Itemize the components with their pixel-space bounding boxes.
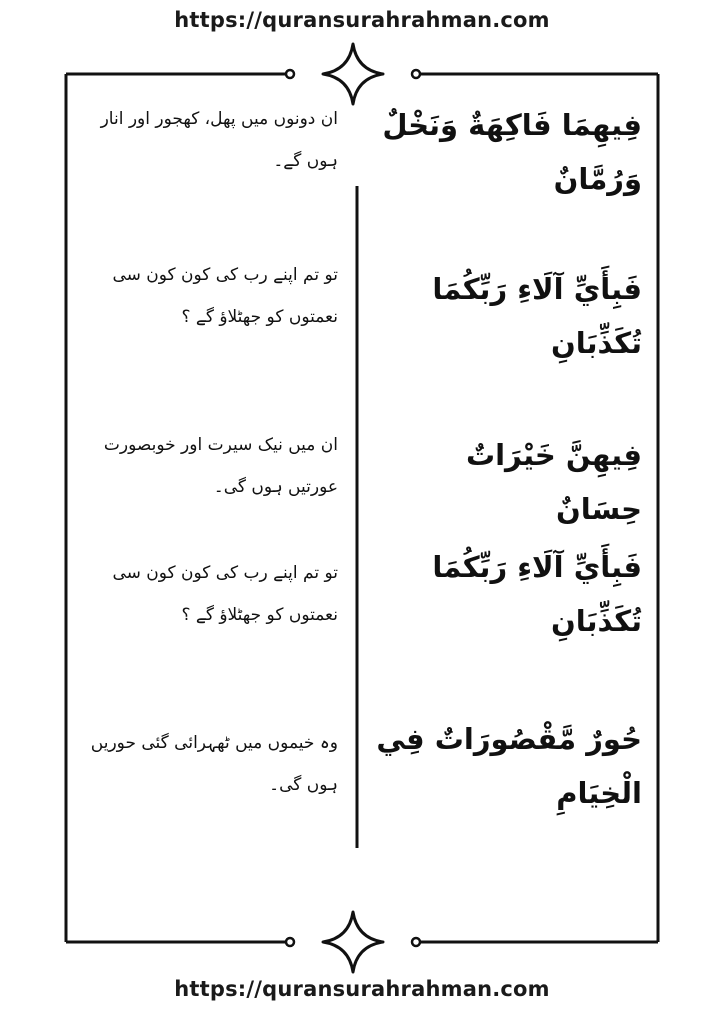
verse-5-arabic: حُورٌ مَّقْصُورَاتٌ فِي الْخِيَامِ xyxy=(376,722,642,810)
verse-5-urdu: وہ خیموں میں ٹھہرائی گئی حوریں ہوں گی۔ xyxy=(90,733,338,795)
frame-dot-bottom-right xyxy=(412,938,420,946)
verse-3-arabic: فِيهِنَّ خَيْرَاتٌ حِسَانٌ xyxy=(465,438,642,526)
star-ornament-top-icon xyxy=(323,44,383,104)
star-ornament-bottom-icon xyxy=(323,912,383,972)
verse-2-arabic: فَبِأَيِّ آلَاءِ رَبِّكُمَا تُكَذِّبَانِ xyxy=(432,272,642,360)
verse-3-urdu: ان میں نیک سیرت اور خوبصورت عورتیں ہوں گی۔ xyxy=(103,435,338,497)
verse-1-arabic: فِيهِمَا فَاكِهَةٌ وَنَخْلٌ وَرُمَّانٌ xyxy=(382,108,642,196)
frame-dot-bottom-left xyxy=(286,938,294,946)
frame-dot-top-left xyxy=(286,70,294,78)
frame-dot-top-right xyxy=(412,70,420,78)
verse-2-urdu: تو تم اپنے رب کی کون کون سی نعمتوں کو جھٹلاؤ گے ؟ xyxy=(112,265,338,327)
site-url-top[interactable]: https://quransurahrahman.com xyxy=(174,8,550,32)
verse-1-urdu: ان دونوں میں پھل، کھجور اور انار ہوں گے۔ xyxy=(100,109,338,171)
site-url-bottom[interactable]: https://quransurahrahman.com xyxy=(174,977,550,1001)
verse-4-urdu: تو تم اپنے رب کی کون کون سی نعمتوں کو جھٹلاؤ گے ؟ xyxy=(112,563,338,625)
verse-4-arabic: فَبِأَيِّ آلَاءِ رَبِّكُمَا تُكَذِّبَانِ xyxy=(432,550,642,638)
